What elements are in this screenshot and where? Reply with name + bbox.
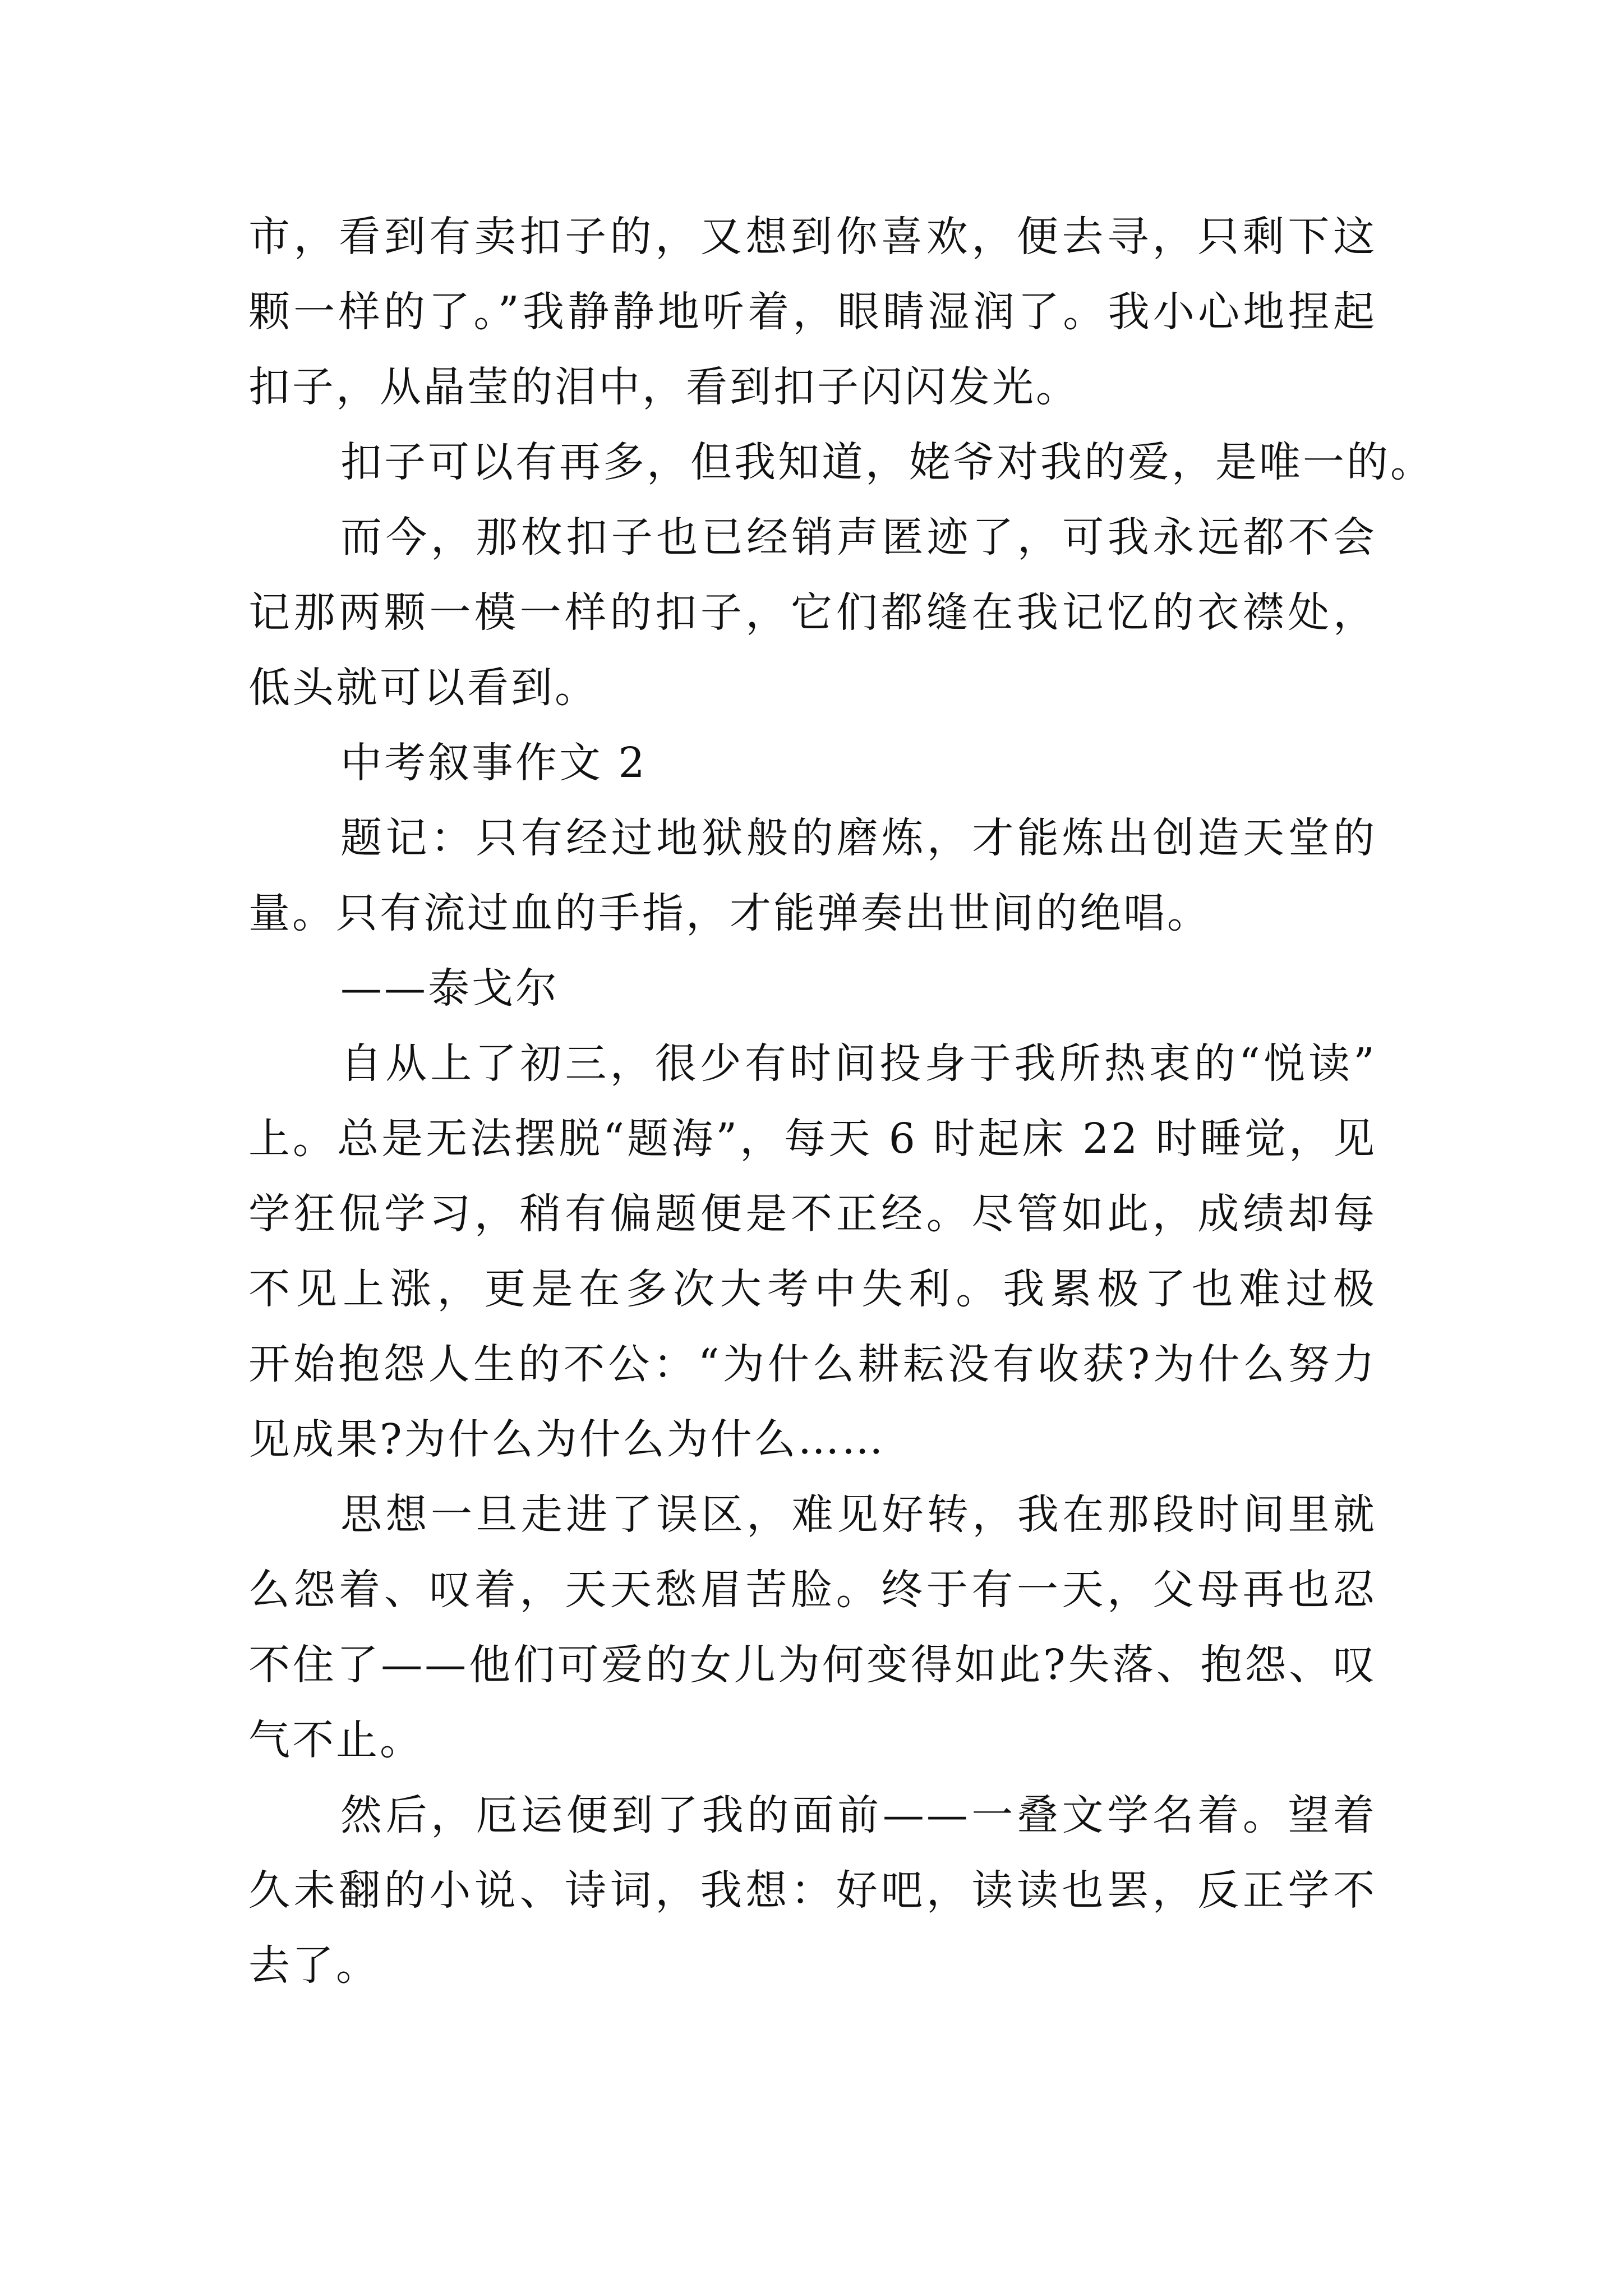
- section-heading: 中考叙事作文 2: [340, 739, 647, 787]
- paragraph-start-line: 自从上了初三，很少有时间投身于我所热衷的“悦读”: [340, 1039, 1377, 1088]
- text-line: 市，看到有卖扣子的，又想到你喜欢，便去寻，只剩下这: [248, 213, 1377, 261]
- text-line: 学狂侃学习，稍有偏题便是不正经。尽管如此，成绩却每: [248, 1190, 1377, 1238]
- text-line: 气不止。: [248, 1716, 423, 1764]
- epigraph-attribution: ——泰戈尔: [340, 964, 559, 1013]
- text-line: 上。总是无法摆脱“题海”，每天 6 时起床 22 时睡觉，见: [248, 1115, 1377, 1163]
- text-line: 记那两颗一模一样的扣子，它们都缝在我记忆的衣襟处，: [248, 588, 1377, 637]
- text-line: 么怨着、叹着，天天愁眉苦脸。终于有一天，父母再也忍: [248, 1566, 1377, 1614]
- text-line: 低头就可以看到。: [248, 664, 598, 712]
- text-line: 见成果?为什么为什么为什么……: [248, 1415, 886, 1464]
- paragraph-start-line: 思想一旦走进了误区，难见好转，我在那段时间里就: [340, 1490, 1377, 1539]
- text-line: 久未翻的小说、诗词，我想：好吧，读读也罢，反正学不: [248, 1866, 1377, 1915]
- paragraph-start-line: 扣子可以有再多，但我知道，姥爷对我的爱，是唯一的。: [340, 438, 1434, 486]
- text-line: 扣子，从晶莹的泪中，看到扣子闪闪发光。: [248, 363, 1080, 411]
- text-line: 去了。: [248, 1941, 380, 1990]
- epigraph-line: 题记：只有经过地狱般的磨炼，才能炼出创造天堂的: [340, 814, 1377, 862]
- epigraph-line: 量。只有流过血的手指，才能弹奏出世间的绝唱。: [248, 889, 1211, 937]
- essay-text: [248, 199, 1434, 2003]
- paragraph-start-line: 而今，那枚扣子也已经销声匿迹了，可我永远都不会: [340, 513, 1377, 562]
- paragraph-start-line: 然后，厄运便到了我的面前——一叠文学名着。望着: [340, 1791, 1377, 1839]
- text-line: 颗一样的了。”我静静地听着，眼睛湿润了。我小心地捏起: [248, 288, 1377, 336]
- text-line: 不见上涨，更是在多次大考中失利。我累极了也难过极: [248, 1265, 1377, 1313]
- text-line: 不住了——他们可爱的女儿为何变得如此?失落、抱怨、叹: [248, 1641, 1377, 1689]
- text-line: 开始抱怨人生的不公：“为什么耕耘没有收获?为什么努力: [248, 1340, 1377, 1388]
